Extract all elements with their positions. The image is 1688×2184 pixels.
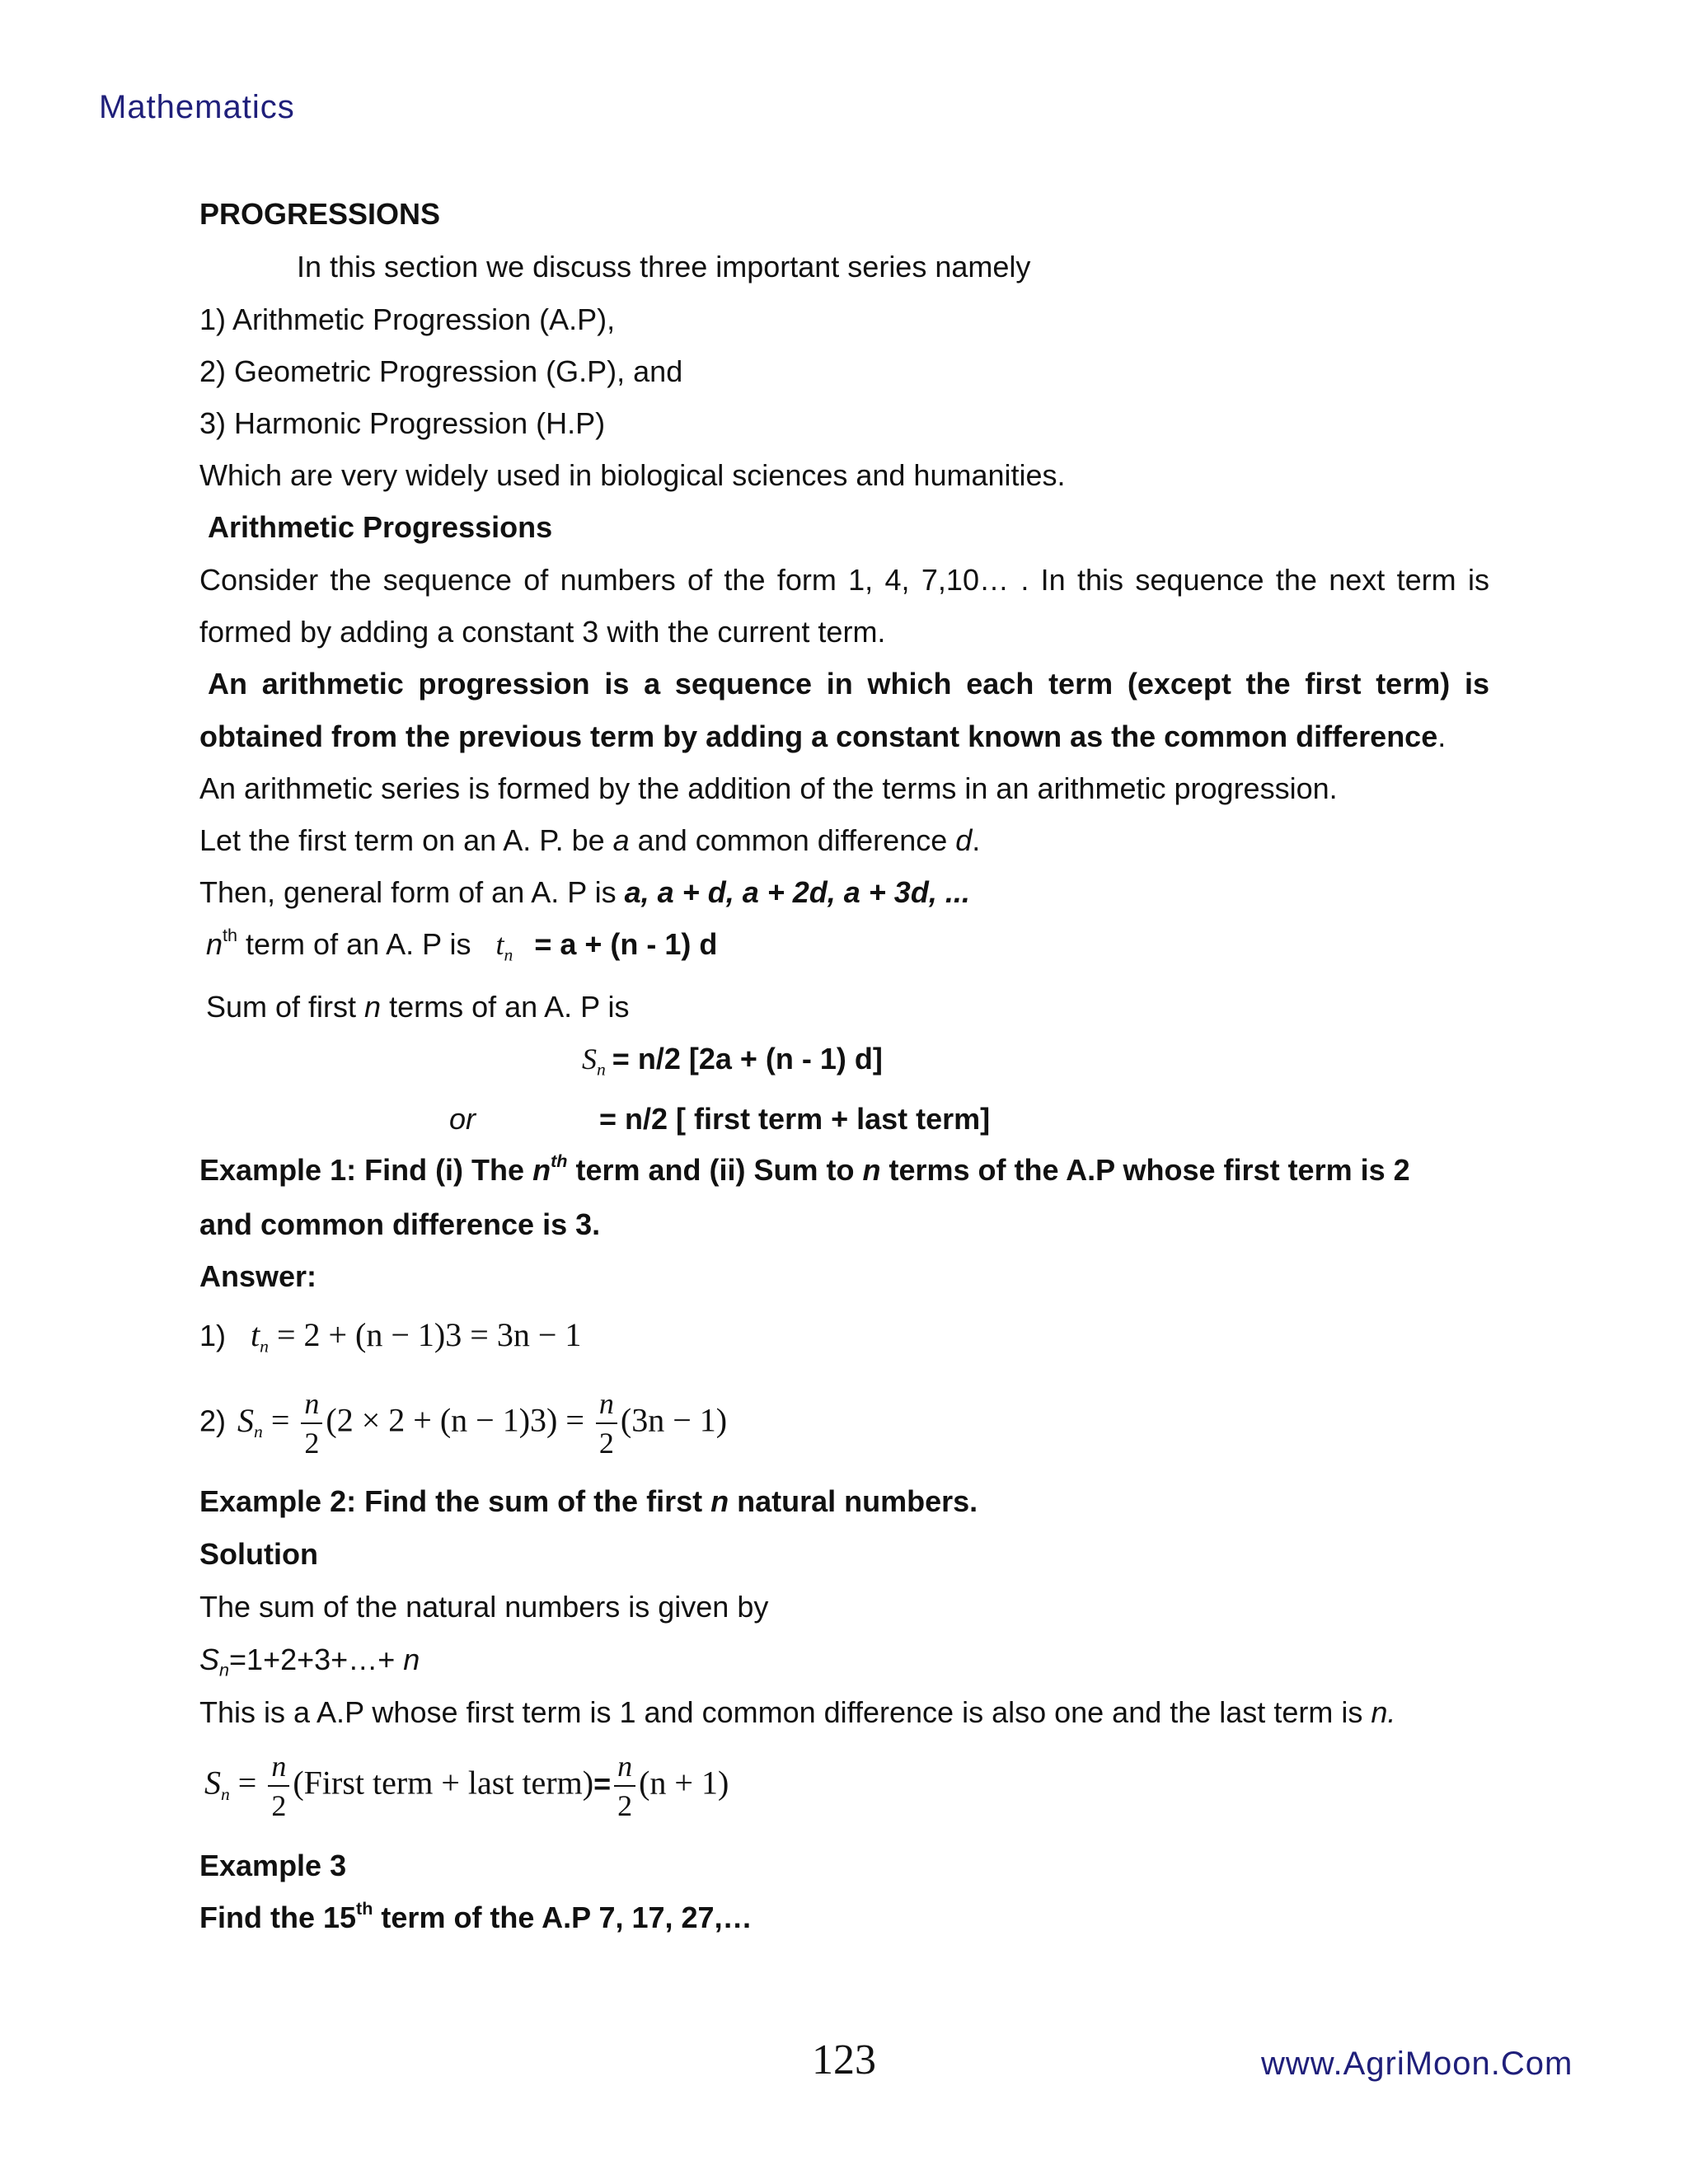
- nth-term-line: $n^{th}$ term of an A. P is $t_n = a + (n - 1)$ d: [206, 924, 718, 965]
- list-item: 3) Harmonic Progression (H.P): [199, 406, 606, 440]
- paragraph-line: formed by adding a constant 3 with the current term.: [199, 615, 886, 649]
- definition-text: obtained from the previous term by adding a constant known as the common difference: [199, 719, 1438, 753]
- section-title: PROGRESSIONS: [199, 197, 441, 231]
- fraction: $\frac{n}{2}$: [301, 1385, 322, 1462]
- website-footer: www.AgriMoon.Com: [1261, 2046, 1573, 2082]
- list-item: 2) Geometric Progression (G.P), and: [199, 354, 683, 388]
- first-term-line: Let the first term on an A. P. be a and common difference d.: [199, 823, 981, 857]
- page-number: 123: [812, 2036, 876, 2083]
- answer-2: 2) $S_n$ = $\frac{n}{2}$ (2 × 2 + (n − 1)3) = $\frac{n}{2}$ (3n − 1): [199, 1385, 727, 1462]
- solution-text: This is a A.P whose first term is 1 and common difference is also one and the last term is n.: [199, 1695, 1396, 1729]
- definition-line: obtained from the previous term by adding a constant known as the common difference.: [199, 719, 1447, 753]
- paragraph-line: Consider the sequence of numbers of the form 1, 4, 7,10… . In this sequence the next term is: [199, 563, 1489, 597]
- fraction: $\frac{n}{2}$: [614, 1747, 635, 1825]
- fraction: $\frac{n}{2}$: [596, 1385, 617, 1462]
- answer-1: 1) $t_n = 2 + (n - 1)3 = 3n - 1$: [199, 1316, 582, 1357]
- subsection-title: Arithmetic Progressions: [208, 510, 553, 544]
- definition-line: An arithmetic progression is a sequence in which each term (except the first term) is: [208, 667, 1489, 701]
- example3-question: Find the 15th term of the A.P 7, 17, 27,…: [199, 1897, 753, 1934]
- answer-label: Answer:: [199, 1259, 317, 1293]
- sum-natural-formula: $S_n$ = $\frac{n}{2}$ (First term + last term)= $\frac{n}{2}$ (n + 1): [204, 1747, 729, 1825]
- sum-expression: $S_n=1+2+3+\dots+ n$: [199, 1643, 420, 1680]
- solution-text: The sum of the natural numbers is given by: [199, 1590, 769, 1624]
- example3-title: Example 3: [199, 1849, 347, 1882]
- example1-title-line2: and common difference is 3.: [199, 1207, 601, 1241]
- sum-formula: $S_n = n/2$ [2a + (n - 1) d]: [582, 1042, 883, 1080]
- page-header: Mathematics: [99, 89, 295, 125]
- general-form-line: Then, general form of an A. P is a, a + d, a + 2d, a + 3d, ...: [199, 875, 970, 909]
- intro-text: In this section we discuss three important series namely: [297, 250, 1031, 284]
- sum-text: Sum of first n terms of an A. P is: [206, 990, 630, 1024]
- fraction: $\frac{n}{2}$: [268, 1747, 289, 1825]
- usage-text: Which are very widely used in biological sciences and humanities.: [199, 458, 1066, 492]
- solution-label: Solution: [199, 1537, 318, 1571]
- or-formula: or = n/2 [ first term + last term]: [449, 1102, 991, 1136]
- example2-title: Example 2: Find the sum of the first n natural numbers.: [199, 1484, 978, 1518]
- example1-title: Example 1: Find (i) The $n^{th}$ term and (ii) Sum to n terms of the A.P whose first term is 2: [199, 1150, 1410, 1187]
- series-text: An arithmetic series is formed by the addition of the terms in an arithmetic progression.: [199, 771, 1338, 805]
- list-item: 1) Arithmetic Progression (A.P),: [199, 302, 616, 336]
